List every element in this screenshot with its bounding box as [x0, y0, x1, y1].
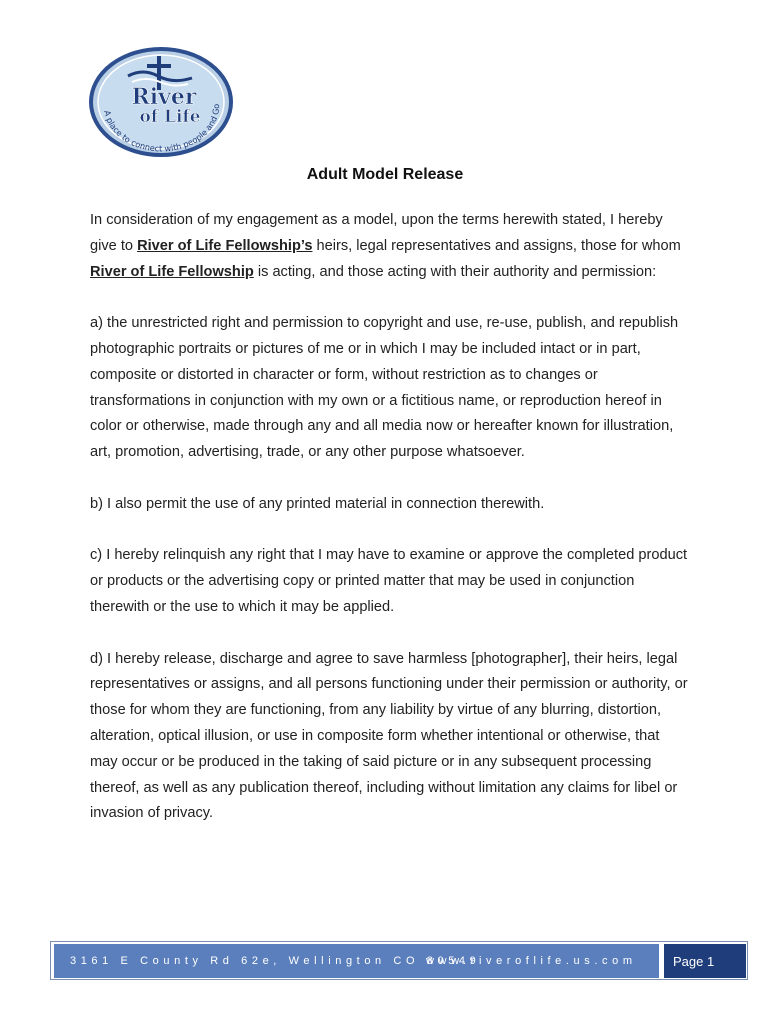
footer-address: 3161 E County Rd 62e, Wellington CO 80549	[70, 955, 481, 967]
org-name: River of Life Fellowship	[90, 263, 254, 280]
clause-b: b) I also permit the use of any printed material in connection therewith.	[90, 495, 545, 512]
logo-tagline: A place to connect with people and Go	[102, 103, 222, 154]
logo-emblem-icon	[88, 46, 234, 158]
clause-a: a) the unrestricted right and permission to copyright and use, re-use, publish, and republish photographic portraits or pictures of me or in which I may be included intact or in part, composite or distorted in character or form, without restriction as to changes or transformations in conjunction with my own or a fictitious name, or reproduction hereof in color or otherwise, made through any and all media now or hereafter known for illustration, art, promotion, advertising, trade, or any other purpose whatsoever.	[90, 315, 679, 461]
footer-address-bar	[54, 944, 659, 978]
river-of-life-logo	[88, 46, 234, 158]
intro-paragraph	[90, 208, 690, 285]
clause-d: d) I hereby release, discharge and agree to save harmless [photographer], their heirs, legal representatives or assigns, and all persons functioning under their permission or authority, or those for whom they are functioning, from any liability by virtue of any blurring, distortion, alteration, optical illusion, or use in composite form whether intentional or otherwise, that may occur or be produced in the taking of said picture or in any subsequent processing thereof, as well as any publication thereof, including without limitation any claims for libel or invasion of privacy.	[90, 650, 688, 822]
page-footer	[50, 941, 750, 982]
org-name-possessive: River of Life Fellowship’s	[137, 237, 313, 254]
intro-text-2: heirs, legal representatives and assigns, those for whom	[312, 237, 681, 254]
logo-name-line1: River	[131, 84, 197, 110]
intro-text-3: is acting, and those acting with their authority and permission:	[253, 263, 657, 280]
page-number: Page 1	[664, 944, 746, 978]
document-title: Adult Model Release	[306, 166, 464, 183]
logo-name-line2: of Life	[139, 107, 201, 127]
intro-text-1: In consideration of my engagement as a model, upon the terms herewith stated, I hereby give to	[90, 212, 663, 254]
footer-website: www.riveroflife.us.com	[426, 955, 637, 967]
document-body	[90, 208, 690, 853]
clause-c: c) I hereby relinquish any right that I may have to examine or approve the completed product or products or the advertising copy or printed matter that may be used in conjunction therewith or the use to which it may be applied.	[90, 547, 688, 615]
